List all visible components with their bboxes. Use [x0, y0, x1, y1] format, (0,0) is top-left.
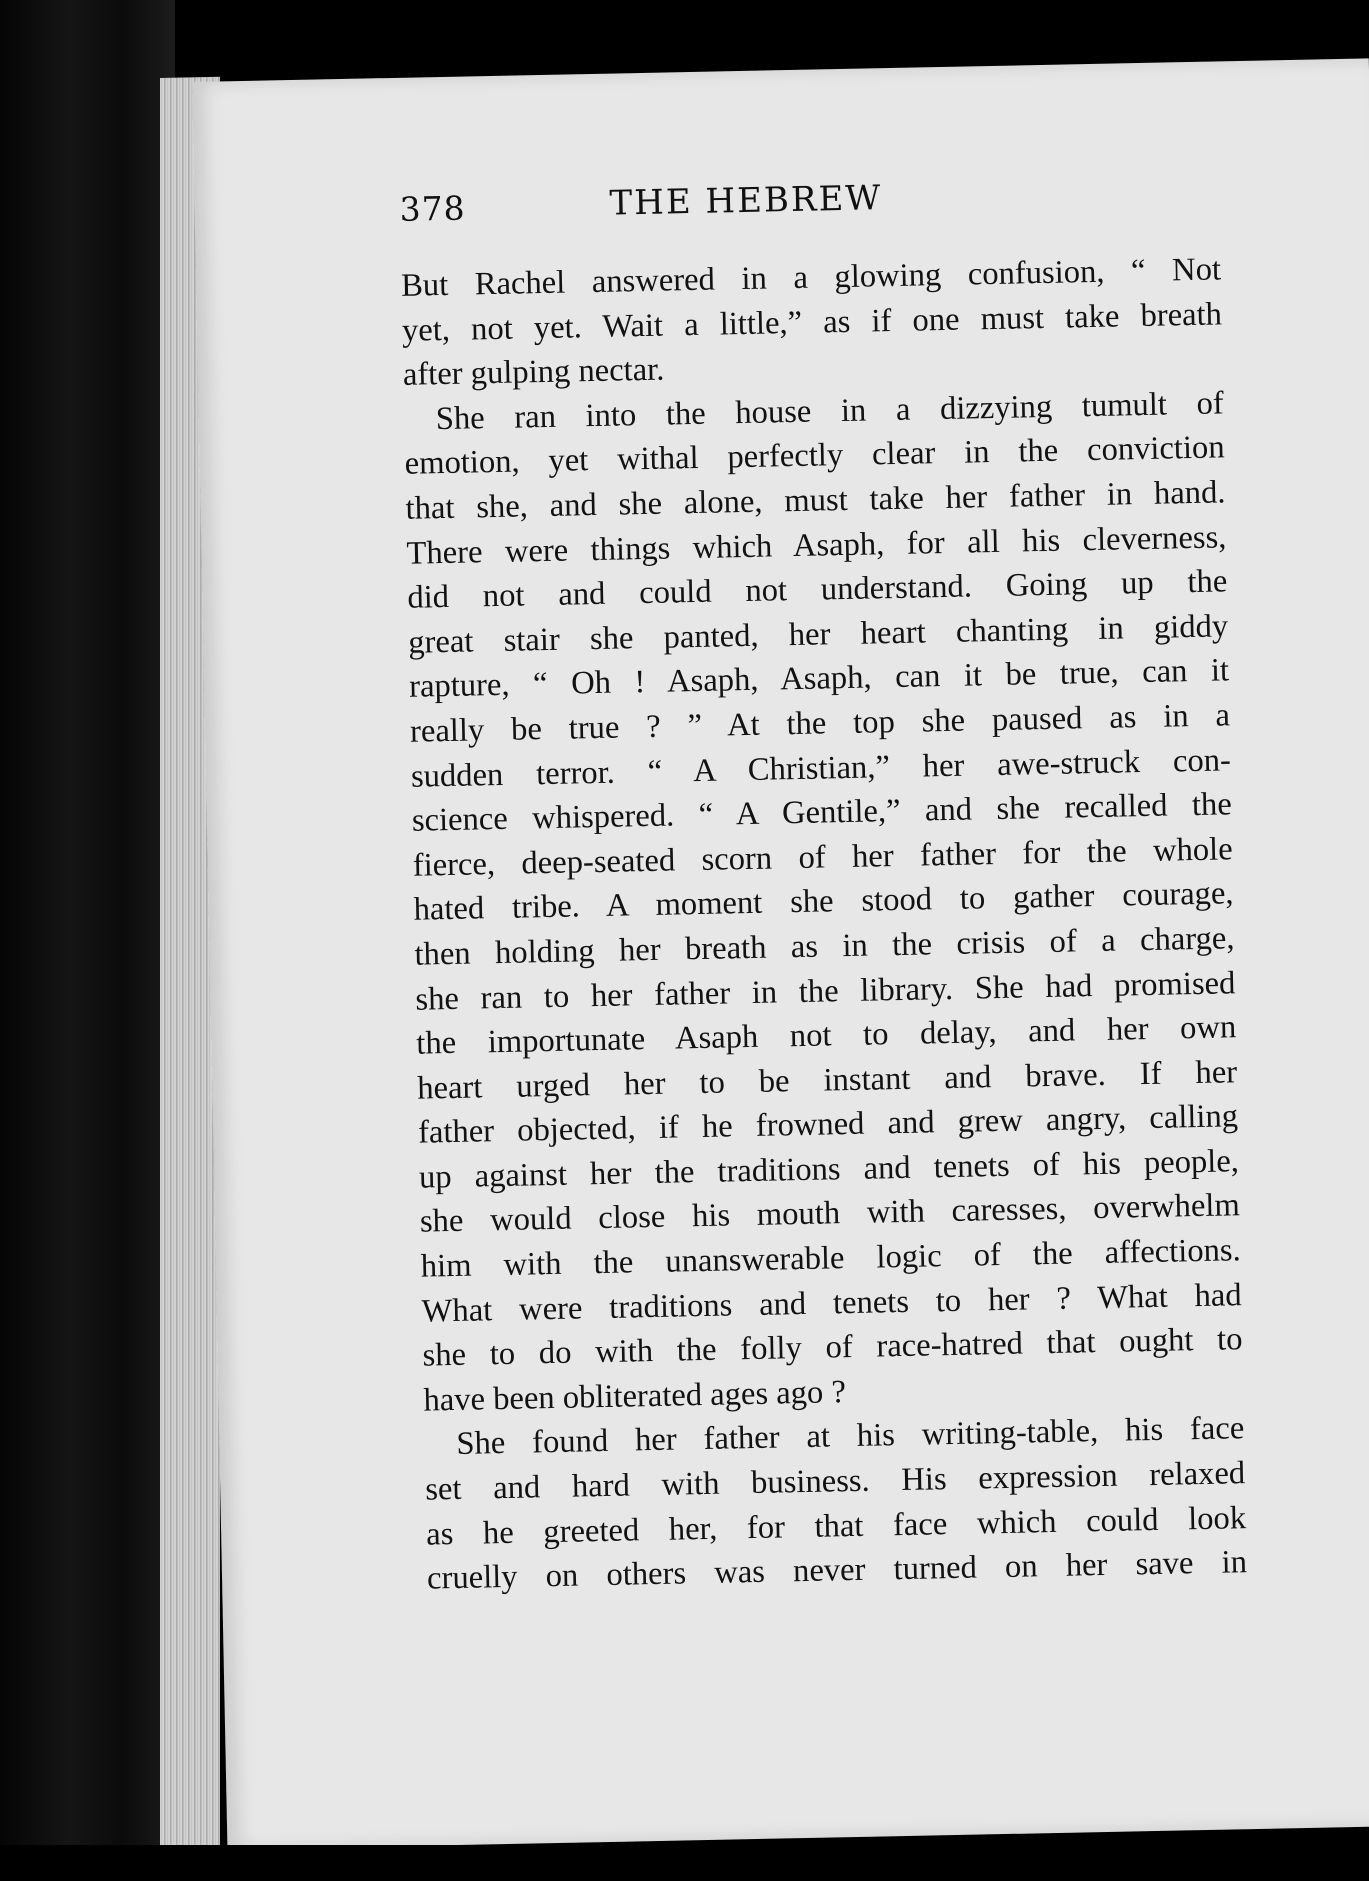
- text-line: really be true ? ” At the top she paused as in a: [409, 697, 1231, 750]
- text-line: she to do with the folly of race-hatred that ought to: [422, 1321, 1243, 1374]
- text-line: father objected, if he frowned and grew angry, calling: [417, 1098, 1239, 1151]
- text-line: emotion, yet withal perfectly clear in the conviction: [404, 429, 1225, 483]
- text-line: she would close his mouth with caresses, overwhelm: [419, 1187, 1241, 1241]
- text-line: fierce, deep-seated scorn of her father for the whole: [412, 830, 1233, 884]
- text-line: the importunate Asaph not to delay, and her own: [415, 1009, 1237, 1062]
- text-line: What were traditions and tenets to her ? What had: [421, 1276, 1242, 1330]
- text-line: that she, and she alone, must take her father in hand.: [405, 474, 1226, 527]
- text-line: great stair she panted, her heart chanting in giddy: [407, 608, 1229, 661]
- text-line: She found her father at his writing-table, his face: [456, 1410, 1245, 1463]
- text-line: yet, not yet. Wait a little,” as if one must take breath: [401, 295, 1223, 349]
- text-line: him with the unanswerable logic of the affections.: [420, 1232, 1242, 1285]
- text-line: science whispered. “ A Gentile,” and she recalled the: [411, 786, 1233, 839]
- text-line: have been obliterated ages ago ?: [423, 1373, 847, 1419]
- book-binding: [0, 0, 175, 1881]
- page-number: 378: [399, 188, 466, 229]
- text-line: heart urged her to be instant and brave. If her: [416, 1053, 1238, 1107]
- scan-bottom-edge: [0, 1845, 1369, 1881]
- text-line: then holding her breath as in the crisis of a charge,: [414, 920, 1235, 973]
- text-line: sudden terror. “ A Christian,” her awe-struck con-: [410, 741, 1232, 795]
- book-page: [192, 58, 1369, 1849]
- text-line: cruelly on others was never turned on her save in: [426, 1544, 1248, 1597]
- text-line: But Rachel answered in a glowing confusion, “ Not: [400, 251, 1222, 304]
- book-title: THE HEBREW: [609, 178, 883, 224]
- text-line: as he greeted her, for that face which could look: [425, 1499, 1247, 1553]
- text-line: rapture, “ Oh ! Asaph, Asaph, can it be true, can it: [408, 652, 1230, 706]
- text-line: up against her the traditions and tenets of his people,: [418, 1143, 1240, 1196]
- running-head: [399, 175, 1160, 250]
- text-line: There were things which Asaph, for all his cleverness,: [406, 518, 1227, 572]
- text-line: after gulping nectar.: [402, 351, 665, 394]
- text-line: hated tribe. A moment she stood to gather courage,: [413, 875, 1234, 929]
- body-text: [401, 247, 1248, 1601]
- text-line: she ran to her father in the library. She had promised: [415, 964, 1236, 1018]
- text-line: did not and could not understand. Going up the: [407, 563, 1228, 616]
- text-line: She ran into the house in a dizzying tumult of: [435, 385, 1225, 437]
- text-line: set and hard with business. His expression relaxed: [424, 1455, 1246, 1508]
